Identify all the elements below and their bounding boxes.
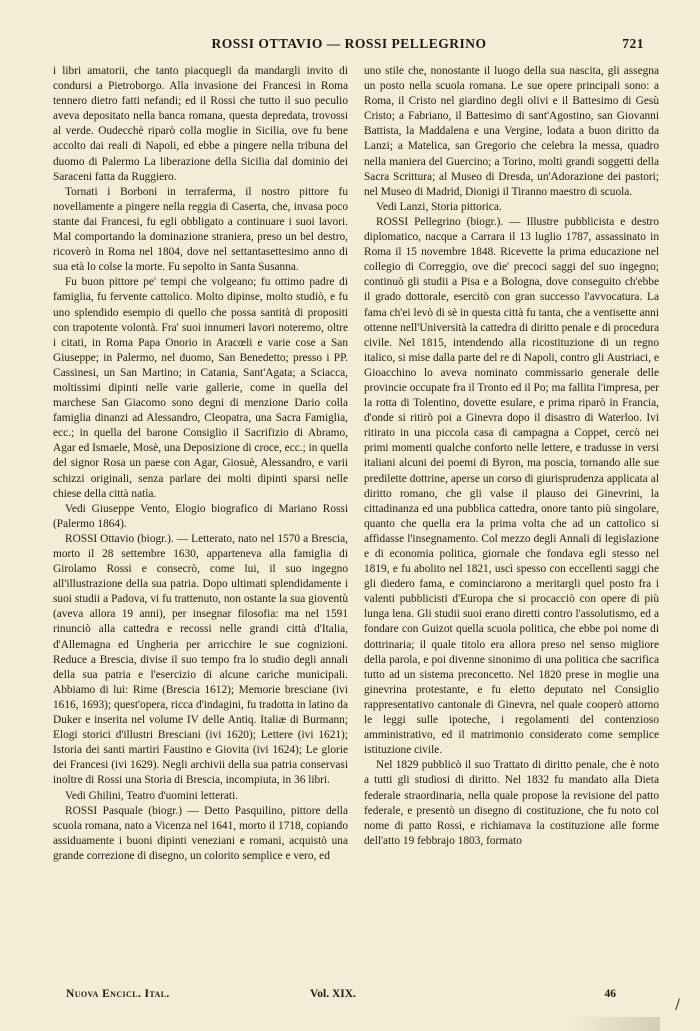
footer-publication: Nuova Encicl. Ital.	[66, 988, 170, 1000]
paragraph: Nel 1829 pubblicò il suo Trattato di diritto penale, che è noto a tutti gli studiosi di diritto. Nel 1832 fu mandato alla Dieta federale straordinaria, nella quale propose la revisione del patto federale, e presentò un disegno di costituzione, che fu noto col nome di patto Rossi, e richiamava la costituzione alle forme dell'atto 19 febbrajo 1803, formato	[364, 759, 659, 847]
entry-rossi-ottavio: ROSSI Ottavio (biogr.). — Letterato, nato nel 1570 a Brescia, morto il 28 settembre 1630, apparteneva alla famiglia di Girolamo Rossi e consecrò, come lui, il suo ingegno all'illustrazione della sua patria. Dopo ultimati splendidamente i suoi studii a Padova, vi fu trattenuto, non ostante la sua gioventù (aveva allora 19 anni), per insegnar filosofia: ma nel 1591 rinunciò alla cattedra e recossi nelle grandi città d'Italia, d'Allemagna ed Ungheria per arricchire le sue cognizioni. Reduce a Brescia, divise il suo tempo fra lo studio degli annali della sua patria e l'esercizio di alcune cariche municipali. Abbiamo di lui: Rime (Brescia 1612); Memorie bresciane (ivi 1616, 1693); quest'opera, ricca d'indagini, fu tradotta in latino da Duker e inserita nel volume IV delle Antiq. Italiæ di Burmann; Elogi storici d'illustri Bresciani (ivi 1620); Lettere (ivi 1621); Istoria dei santi martiri Faustino e Giovita (ivi 1624); Le glorie dei Francesi (ivi 1629). Negli archivii della sua patria conservasi inoltre di Rossi una Storia di Brescia, incompiuta, in 36 libri.	[53, 532, 348, 787]
left-column	[53, 64, 348, 984]
right-column	[364, 64, 659, 984]
reference-note: Vedi Giuseppe Vento, Elogio biografico di Mariano Rossi (Palermo 1864).	[53, 502, 348, 530]
page-footer	[60, 988, 616, 1006]
paragraph: uno stile che, nonostante il luogo della sua nascita, gli assegna un posto nella scuola romana. Le sue opere principali sono: a Roma, il Cristo nel giardino degli olivi e il Battesimo di Gesù Cristo; a Fabriano, il Battesimo di sant'Agostino, san Giovanni Battista, la Maddalena e una Vergine, lodata a buon diritto da Lanzi; a Matelica, san Gregorio che celebra la messa, quadro nella maniera del Guercino; a Torino, molti grandi soggetti della Sacra Scrittura; al Museo di Dresda, un'Adorazione dei pastori; nel Museo di Madrid, Dionigi il Tiranno maestro di scuola.	[364, 65, 659, 198]
footer-volume: Vol. XIX.	[310, 988, 356, 1000]
page-stain	[570, 1017, 660, 1031]
paragraph: Tornati i Borboni in terraferma, il nostro pittore fu novellamente a pingere nella reggia di Caserta, che, invasa poco stante dai Francesi, fu egli obbligato a continuare i suoi lavori. Mal comportando la dominazione straniera, preso un bel destro, ricoverò in Roma nel 1804, dove nel settantasettesimo anno di sua età lo colse la morte. Fu sepolto in Santa Susanna.	[53, 185, 348, 274]
entry-rossi-pasquale: ROSSI Pasquale (biogr.) — Detto Pasquilino, pittore della scuola romana, nato a Vicenza nel 1641, morto il 1718, copiando assiduamente i buoni dipinti veneziani e romani, acquistò una grande correzione di disegno, un colorito semplice e vero, ed	[53, 804, 348, 862]
corner-mark: /	[675, 997, 680, 1013]
text-columns	[53, 64, 659, 984]
header-title: ROSSI OTTAVIO — ROSSI PELLEGRINO	[211, 36, 487, 51]
reference-note: Vedi Ghilini, Teatro d'uomini letterati.	[65, 789, 239, 802]
entry-rossi-pellegrino: ROSSI Pellegrino (biogr.). — Illustre pubblicista e destro diplomatico, nacque a Carrara il 13 luglio 1787, assassinato in Roma il 15 novembre 1848. Ricevette la prima educazione nel collegio di Correggio, ove die' precoci saggi del suo ingegno; continuò gli studii a Pisa e a Bologna, dove conseguito ch'ebbe il grado dottorale, esercitò con gran successo l'avvocatura. La fama ch'ei levò di sè in questa città fu tanta, che a ventisette anni ottenne nell'Università la cattedra di diritto penale e di procedura civile. Nel 1815, intendendo alla ricostituzione di un regno italico, si mise dalla parte del re di Napoli, contro gli Austriaci, e Gioacchino lo aveva nominato commissario generale delle provincie occupate fra il Tronto ed il Po; ma fallita l'impresa, per la rotta di Tolentino, dovette esulare, e prima riparò in Francia, d'onde si ritirò poi a Ginevra dopo il disastro di Waterloo. Ivi ritirato in una piccola casa di campagna a Coppet, cercò nei primi momenti qualche conforto nelle lettere, e tradusse in versi italiani alcuni dei poemi di Byron, ma poscia, tornando alle sue predilette dottrine, aperse un corso di giurisprudenza applicata al diritto romano, che gli valse il plauso dei Ginevrini, la cittadinanza ed una pubblica cattedra, onore tanto più singolare, quanto che quella era la prima volta che ad un cattolico si affidasse l'insegnamento. Col mezzo degli Annali di legislazione e di economia politica, giornale che fondava egli stesso nel 1819, e fu abolito nel 1821, uscì spesso con eccellenti saggi che gli diedero fama, e cominciarono a meritargli quel posto fra i valenti pubblicisti d'Europa che si procacciò con opere di più lunga lena. Gli studii suoi erano diretti contro l'assolutismo, ed a fondare con Guizot quella scuola politica, che ebbe poi nome di dottrinaria; il quale titolo era allora preso nel senso migliore della parola, e poi divenne sinonimo di una politica che sacrifica tutto ad un sistema preconcetto. Nel 1820 prese in moglie una ginevrina protestante, e fu eletto deputato nel Consiglio rappresentativo cantonale di Ginevra, nel quale cooperò attorno le leggi sulle ipoteche, i regolamenti del contenzioso amministrativo, ed il matrimonio considerato come semplice istituzione civile.	[364, 215, 659, 757]
paragraph: i libri amatorii, che tanto piacquegli da mandargli invito di condursi a Pietroborgo. Alla invasione dei Francesi in Roma tennero dietro fatti nefandi; ed il Rossi che tutto il suo peculio aveva depositato nella banca romana, questa depredata, trovossi al verde. Oudecchè riparò colla moglie in Sicilia, ove fu bene accolto dai reali di Napoli, ed ebbe a pingere nella tribuna del duomo di Palermo La liberazione della Sicilia dal dominio dei Saraceni fatta da Ruggiero.	[53, 65, 348, 183]
reference-note: Vedi Lanzi, Storia pittorica.	[376, 200, 502, 213]
paragraph: Fu buon pittore pe' tempi che volgeano; fu ottimo padre di famiglia, fu fervente cattolico. Molto dipinse, molto studiò, e fu uno splendido esempio di quello che possa santità di propositi con trapotente volontà. Fra' suoi innumeri lavori noteremo, oltre i citati, in Roma Papa Onorio in Aracœli e varie cose a San Giuseppe; in Palermo, nel duomo, San Benedetto; presso i PP. Cassinesi, un San Martino; in Catania, Sant'Agata; a Sciacca, moltissimi dipinti nelle varie gallerie, come in quella del marchese San Giacomo sono degni di menzione Dario colla famiglia dinanzi ad Alessandro, Cleopatra, una Sacra Famiglia, ecc.; in quella del barone Consiglio il Sacrifizio di Abramo, Agar ed Ismaele, Mosè, una Deposizione di croce, ecc.; in quella del signor Rosa un paese con Agar, Giosuè, Alessandro, e varii schizzi originali, senza parlare dei molti dipinti sparsi nelle chiese della città natìa.	[53, 276, 348, 500]
running-header	[54, 36, 644, 56]
page-number: 721	[622, 36, 644, 51]
footer-signature: 46	[604, 988, 616, 1000]
